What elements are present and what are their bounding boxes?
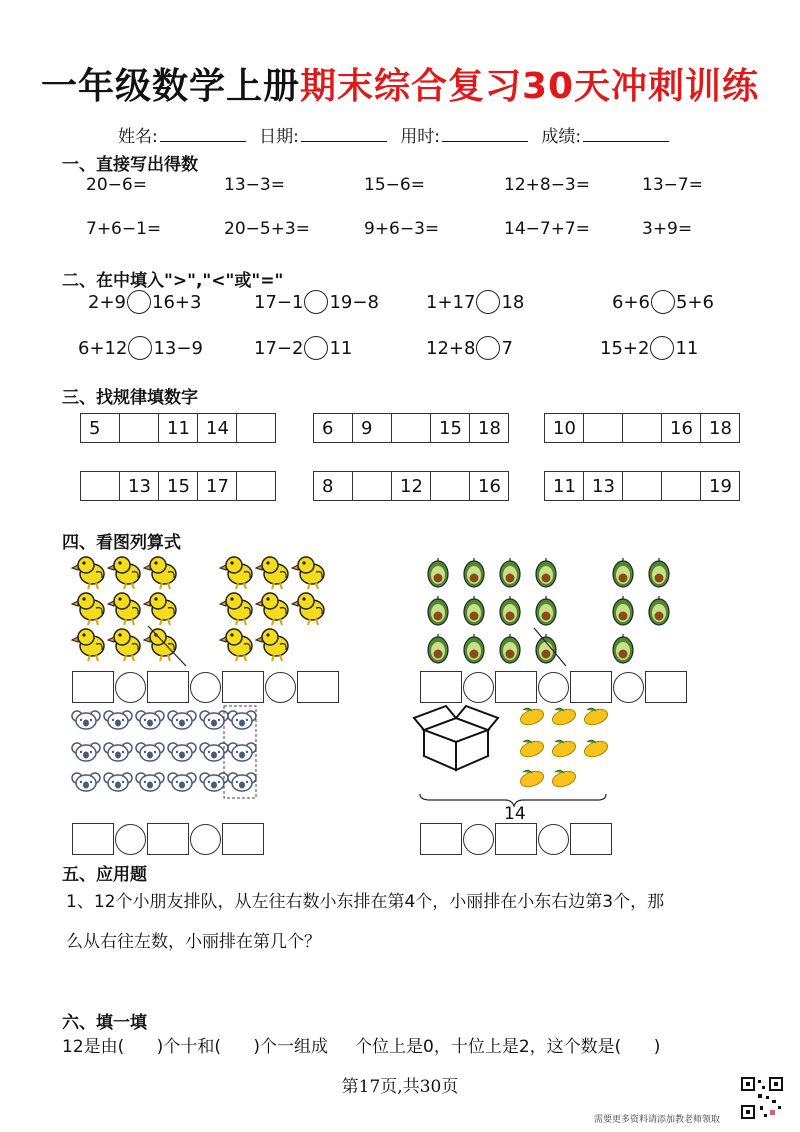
sequence-row <box>313 413 509 443</box>
compare-right: 13−9 <box>153 337 203 359</box>
compare-item <box>426 290 524 314</box>
compare-left: 12+8 <box>426 337 476 359</box>
time-blank[interactable] <box>442 127 528 142</box>
section-5-heading: 五、应用题 <box>62 865 147 885</box>
compare-right: 11 <box>675 337 699 359</box>
answer-box[interactable] <box>495 823 537 855</box>
score-label: 成绩: <box>541 127 582 147</box>
seq-cell[interactable] <box>430 471 470 501</box>
seq-cell[interactable]: 5 <box>80 413 120 443</box>
avocado-group-right <box>613 558 669 663</box>
sequence-row <box>80 413 276 443</box>
section-3-heading: 三、找规律填数字 <box>62 388 198 408</box>
compare-right: 11 <box>329 337 353 359</box>
compare-left: 6+12 <box>78 337 128 359</box>
compare-left: 17−2 <box>254 337 304 359</box>
fill-in-line: 12是由( )个十和( )个一组成 个位上是0，十位上是2，这个数是( ) <box>62 1037 661 1057</box>
seq-cell[interactable] <box>622 413 662 443</box>
operator-circle[interactable] <box>463 672 494 703</box>
equation: 12+8−3= <box>504 175 590 195</box>
name-blank[interactable] <box>160 127 246 142</box>
seq-cell[interactable]: 8 <box>313 471 353 501</box>
answer-circle[interactable] <box>651 290 675 314</box>
word-problem-line-1: 1、12个小朋友排队，从左往右数小东排在第4个，小丽排在小东右边第3个，那 <box>66 892 665 912</box>
date-label: 日期: <box>259 127 299 147</box>
compare-left: 2+9 <box>88 291 126 313</box>
compare-item <box>600 336 698 360</box>
operator-circle[interactable] <box>613 672 644 703</box>
equation: 15−6= <box>364 175 425 195</box>
word-problem-line-2: 么从右往左数，小丽排在第几个？ <box>66 932 321 952</box>
equation: 13−7= <box>642 175 703 195</box>
equation: 13−3= <box>224 175 285 195</box>
answer-circle[interactable] <box>476 290 500 314</box>
compare-item <box>426 336 513 360</box>
seq-cell[interactable]: 18 <box>469 413 509 443</box>
seq-cell[interactable] <box>391 413 431 443</box>
seq-cell[interactable] <box>661 471 701 501</box>
picture-area <box>0 548 800 858</box>
seq-cell[interactable] <box>119 413 159 443</box>
answer-box[interactable] <box>297 671 339 703</box>
section-6-heading: 六、填一填 <box>62 1013 147 1033</box>
answer-box[interactable] <box>570 671 612 703</box>
seq-cell[interactable] <box>622 471 662 501</box>
date-blank[interactable] <box>301 127 387 142</box>
chick-group-left <box>72 557 186 666</box>
seq-cell[interactable]: 14 <box>197 413 237 443</box>
operator-circle[interactable] <box>190 672 221 703</box>
info-line <box>118 122 677 147</box>
operator-circle[interactable] <box>538 824 569 855</box>
compare-item <box>78 336 203 360</box>
seq-cell[interactable]: 11 <box>158 413 198 443</box>
total-label: 14 <box>504 804 526 824</box>
compare-item <box>254 290 379 314</box>
answer-box[interactable] <box>222 823 264 855</box>
score-blank[interactable] <box>583 127 669 142</box>
seq-cell[interactable]: 12 <box>391 471 431 501</box>
operator-circle[interactable] <box>538 672 569 703</box>
time-label: 用时: <box>400 127 441 147</box>
answer-box[interactable] <box>72 823 114 855</box>
answer-circle[interactable] <box>304 290 328 314</box>
answer-row <box>420 671 687 703</box>
seq-cell[interactable]: 18 <box>700 413 740 443</box>
compare-left: 6+6 <box>612 291 650 313</box>
sequence-row <box>544 471 740 501</box>
seq-cell[interactable] <box>236 413 276 443</box>
seq-cell[interactable] <box>80 471 120 501</box>
seq-cell[interactable]: 11 <box>544 471 584 501</box>
compare-left: 1+17 <box>426 291 476 313</box>
answer-circle[interactable] <box>476 336 500 360</box>
seq-cell[interactable]: 16 <box>469 471 509 501</box>
compare-right: 18 <box>501 291 525 313</box>
operator-circle[interactable] <box>463 824 494 855</box>
equation: 20−6= <box>86 175 147 195</box>
answer-box[interactable] <box>495 671 537 703</box>
compare-item <box>612 290 714 314</box>
answer-box[interactable] <box>72 671 114 703</box>
answer-box[interactable] <box>147 671 189 703</box>
sequence-row <box>544 413 740 443</box>
seq-cell[interactable]: 13 <box>583 471 623 501</box>
operator-circle[interactable] <box>265 672 296 703</box>
sequence-row <box>313 471 509 501</box>
operator-circle[interactable] <box>190 824 221 855</box>
equation: 3+9= <box>642 219 693 239</box>
seq-cell[interactable] <box>352 471 392 501</box>
seq-cell[interactable] <box>583 413 623 443</box>
page-title <box>0 58 800 109</box>
equation: 20−5+3= <box>224 219 310 239</box>
sequence-row <box>80 471 276 501</box>
answer-circle[interactable] <box>650 336 674 360</box>
seq-cell[interactable]: 17 <box>197 471 237 501</box>
operator-circle[interactable] <box>115 824 146 855</box>
seq-cell[interactable]: 9 <box>352 413 392 443</box>
section-2-heading: 二、在中填入">","<"或"=" <box>62 271 284 291</box>
equation: 14−7+7= <box>504 219 590 239</box>
equation: 9+6−3= <box>364 219 440 239</box>
seq-cell[interactable]: 19 <box>700 471 740 501</box>
equation: 7+6−1= <box>86 219 162 239</box>
compare-item <box>254 336 352 360</box>
name-label: 姓名: <box>118 127 158 147</box>
chick-group-right <box>220 557 324 661</box>
compare-item <box>88 290 201 314</box>
answer-box[interactable] <box>645 671 687 703</box>
seq-cell[interactable]: 10 <box>544 413 584 443</box>
page-number: 第17页,共30页 <box>341 1077 459 1097</box>
box-icon <box>414 706 498 770</box>
seq-cell[interactable]: 13 <box>119 471 159 501</box>
seq-cell[interactable] <box>236 471 276 501</box>
answer-row <box>72 823 264 855</box>
answer-box[interactable] <box>420 823 462 855</box>
section-4-heading: 四、看图列算式 <box>62 533 181 553</box>
answer-circle[interactable] <box>304 336 328 360</box>
compare-left: 15+2 <box>600 337 650 359</box>
seq-cell[interactable]: 15 <box>430 413 470 443</box>
qr-code-icon <box>740 1076 784 1120</box>
answer-box[interactable] <box>222 671 264 703</box>
compare-right: 5+6 <box>676 291 714 313</box>
compare-left: 17−1 <box>254 291 304 313</box>
answer-box[interactable] <box>570 823 612 855</box>
seq-cell[interactable]: 6 <box>313 413 353 443</box>
avocado-group-left <box>428 558 566 666</box>
koala-group <box>72 706 256 798</box>
compare-right: 19−8 <box>329 291 379 313</box>
seq-cell[interactable]: 16 <box>661 413 701 443</box>
compare-right: 7 <box>501 337 513 359</box>
answer-circle[interactable] <box>127 290 151 314</box>
title-part-1: 一年级数学上册 <box>40 66 300 107</box>
compare-right: 16+3 <box>152 291 202 313</box>
title-part-2: 期末综合复习30天冲刺训练 <box>299 66 760 107</box>
answer-box[interactable] <box>420 671 462 703</box>
answer-row <box>420 823 612 855</box>
seq-cell[interactable]: 15 <box>158 471 198 501</box>
mango-group <box>518 706 609 789</box>
answer-circle[interactable] <box>128 336 152 360</box>
operator-circle[interactable] <box>115 672 146 703</box>
answer-row <box>72 671 339 703</box>
footer-note: 需要更多资料请添加教老师领取 <box>594 1115 721 1125</box>
section-1-heading: 一、直接写出得数 <box>62 155 198 175</box>
answer-box[interactable] <box>147 823 189 855</box>
